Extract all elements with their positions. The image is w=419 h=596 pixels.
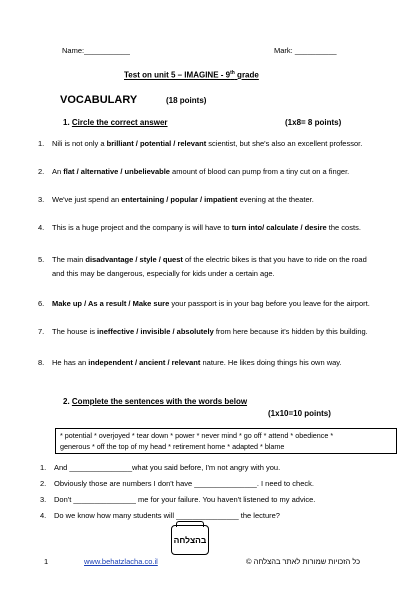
question-number: 7. [38, 327, 45, 336]
copyright-notice: כל הזכויות שמורות לאתר בהצלחה © [246, 557, 361, 566]
question-text [52, 165, 372, 179]
question-number: 8. [38, 358, 45, 367]
word-bank-box [55, 428, 397, 454]
question-fragment: An [52, 167, 64, 176]
section1-heading: 1. Circle the correct answer [63, 118, 168, 127]
question-fragment: evening at the theater. [237, 195, 314, 204]
question-number: 4. [38, 223, 45, 232]
question-text [52, 221, 372, 235]
vocabulary-points: (18 points) [166, 96, 207, 105]
vocabulary-heading: VOCABULARY [60, 94, 138, 106]
question-number: 5. [38, 255, 45, 264]
question-fragment: This is a huge project and the company is will have to [52, 223, 232, 232]
question-text [52, 137, 372, 151]
question-number: 3. [38, 195, 45, 204]
question-fragment: amount of blood can pump from a tiny cut on a finger. [169, 167, 350, 176]
fill-in-number: 2. [40, 479, 47, 488]
fill-in-number: 1. [40, 463, 47, 472]
test-title: Test on unit 5 – IMAGINE - 9th grade [124, 70, 259, 80]
word-bank-line-2: generous * off the top of my head * retirement home * adapted * blame [60, 442, 285, 451]
question-fragment: the costs. [326, 223, 361, 232]
question-text [52, 193, 372, 207]
question-number: 1. [38, 139, 45, 148]
website-link[interactable]: www.behatzlacha.co.il [84, 557, 158, 566]
fill-in-number: 3. [40, 495, 47, 504]
answer-options[interactable]: brilliant / potential / relevant [106, 139, 207, 148]
name-field: Name:___________ [62, 46, 130, 55]
question-fragment: The house is [52, 327, 98, 336]
fill-in-sentence[interactable]: Don't _______________ me for your failure. You haven't listened to my advice. [54, 495, 316, 504]
word-bank-line-1: * potential * overjoyed * tear down * power * never mind * go off * attend * obedience * [60, 431, 334, 440]
section2-heading: 2. Complete the sentences with the words below [63, 397, 248, 406]
fill-in-sentence[interactable]: Obviously those are numbers I don't have _______________. I need to check. [54, 479, 314, 488]
fill-in-number: 4. [40, 511, 47, 520]
answer-options[interactable]: ineffective / invisible / absolutely [97, 327, 214, 336]
question-number: 6. [38, 299, 45, 308]
answer-options[interactable]: independent / ancient / relevant [88, 358, 201, 367]
question-fragment: Nili is not only a [52, 139, 107, 148]
question-fragment: We've just spend an [52, 195, 122, 204]
question-text [52, 253, 372, 280]
question-text [52, 325, 372, 339]
question-text [52, 297, 372, 311]
question-fragment: He has an [52, 358, 89, 367]
question-fragment: The main [52, 255, 86, 264]
answer-options[interactable]: disadvantage / style / quest [85, 255, 183, 264]
answer-options[interactable]: flat / alternative / unbelievable [63, 167, 170, 176]
question-fragment: nature. He likes doing things his own way. [200, 358, 342, 367]
fill-in-sentence[interactable]: And _______________what you said before, I'm not angry with you. [54, 463, 281, 472]
question-number: 2. [38, 167, 45, 176]
behatzlacha-logo: בהצלחה [171, 525, 209, 555]
page-number: 1 [44, 557, 49, 566]
question-fragment: scientist, but she's also an excellent professor. [206, 139, 363, 148]
question-fragment: of the electric bikes is that you have to ride on the road and this may be dangerous, especially for kids under a certain age. [52, 255, 367, 278]
question-text [52, 356, 372, 370]
answer-options[interactable]: Make up / As a result / Make sure [52, 299, 170, 308]
section1-points: (1x8= 8 points) [285, 118, 342, 127]
question-fragment: from here because it's hidden by this building. [213, 327, 368, 336]
mark-field: Mark: __________ [274, 46, 337, 55]
answer-options[interactable]: turn into/ calculate / desire [231, 223, 327, 232]
fill-in-sentence[interactable]: Do we know how many students will _______________ the lecture? [54, 511, 280, 520]
question-fragment: your passport is in your bag before you leave for the airport. [169, 299, 370, 308]
section2-points: (1x10=10 points) [268, 409, 331, 418]
answer-options[interactable]: entertaining / popular / impatient [121, 195, 238, 204]
